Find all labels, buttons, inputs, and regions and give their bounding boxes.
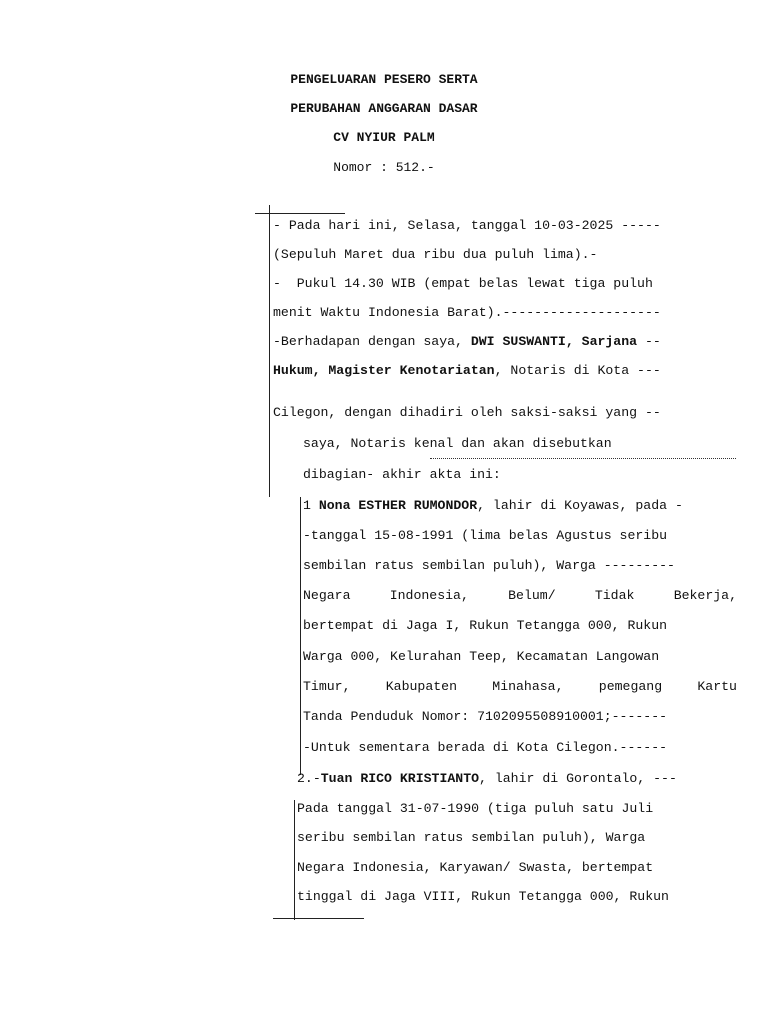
party1-line <box>303 498 683 514</box>
left-margin-rule <box>269 205 270 497</box>
party1-line: bertempat di Jaga I, Rukun Tetangga 000, Rukun <box>303 618 668 633</box>
party2-line <box>297 771 677 787</box>
party1-line: Tanda Penduduk Nomor: 7102095508910001;------- <box>303 709 668 724</box>
word: Negara <box>303 588 351 603</box>
word: Belum/ <box>508 588 556 603</box>
party2-line: Negara Indonesia, Karyawan/ Swasta, bertempat <box>297 860 654 875</box>
body-text: -Berhadapan dengan saya, <box>273 334 471 349</box>
bottom-margin-rule <box>273 918 364 919</box>
body-text: , Notaris di Kota --- <box>494 363 661 378</box>
party1-line: Warga 000, Kelurahan Teep, Kecamatan Langowan <box>303 649 660 664</box>
party2-line: seribu sembilan ratus sembilan puluh), Warga <box>297 830 646 845</box>
deed-number: Nomor : 512.- <box>333 160 435 175</box>
word: Tidak <box>594 588 635 603</box>
title-line-2: PERUBAHAN ANGGARAN DASAR <box>290 101 478 116</box>
word: Kartu <box>697 679 737 694</box>
title-line-3: CV NYIUR PALM <box>333 130 435 145</box>
notary-title: Hukum, Magister Kenotariatan <box>273 363 495 378</box>
body-line: saya, Notaris kenal dan akan disebutkan <box>303 436 612 451</box>
body-text: , lahir di Koyawas, pada - <box>477 498 683 513</box>
party1-line-justified <box>303 679 737 695</box>
word: Minahasa, <box>492 679 564 694</box>
party2-margin-rule <box>294 800 295 920</box>
party1-line-justified <box>303 588 737 604</box>
dotted-filler-line <box>430 458 736 459</box>
body-line <box>273 363 661 379</box>
word: Indonesia, <box>389 588 469 603</box>
party-number: 2.- <box>297 771 321 786</box>
body-line: Cilegon, dengan dihadiri oleh saksi-saksi yang -- <box>273 405 661 420</box>
party2-line: Pada tanggal 31-07-1990 (tiga puluh satu Juli <box>297 801 654 816</box>
body-line: dibagian- akhir akta ini: <box>303 467 501 482</box>
word: pemegang <box>598 679 663 694</box>
party1-line: -Untuk sementara berada di Kota Cilegon.------ <box>303 740 668 755</box>
body-text: , lahir di Gorontalo, --- <box>479 771 677 786</box>
party2-line: tinggal di Jaga VIII, Rukun Tetangga 000, Rukun <box>297 889 669 904</box>
party1-line: sembilan ratus sembilan puluh), Warga --------- <box>303 558 675 573</box>
party1-line: -tanggal 15-08-1991 (lima belas Agustus seribu <box>303 528 668 543</box>
body-line: (Sepuluh Maret dua ribu dua puluh lima).- <box>273 247 598 262</box>
word: Bekerja, <box>673 588 737 603</box>
party1-name: Nona ESTHER RUMONDOR <box>318 498 478 513</box>
body-line: - Pukul 14.30 WIB (empat belas lewat tiga puluh <box>273 276 653 291</box>
body-text: -- <box>637 334 661 349</box>
notary-name: DWI SUSWANTI, Sarjana <box>470 334 638 349</box>
body-line <box>273 334 661 350</box>
word: Kabupaten <box>385 679 457 694</box>
party1-margin-rule <box>300 497 301 775</box>
body-line: menit Waktu Indonesia Barat).-------------------- <box>273 305 661 320</box>
body-line: - Pada hari ini, Selasa, tanggal 10-03-2025 ----- <box>273 218 661 233</box>
party-number: 1 <box>303 498 319 513</box>
word: Timur, <box>303 679 351 694</box>
party2-name: Tuan RICO KRISTIANTO <box>320 771 480 786</box>
title-line-1: PENGELUARAN PESERO SERTA <box>290 72 478 87</box>
